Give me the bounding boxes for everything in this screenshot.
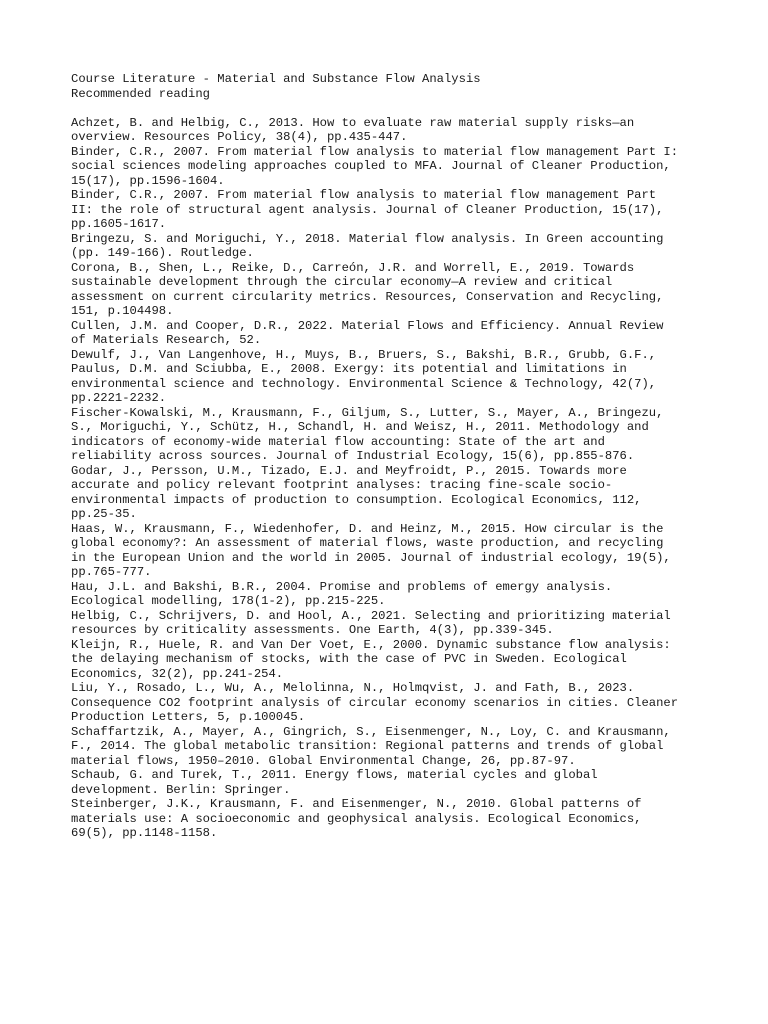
reference-item: Steinberger, J.K., Krausmann, F. and Eisenmenger, N., 2010. Global patterns of materials use: A socioeconomic and geophysical analysis. Ecological Economics, 69(5), pp.1148-1158. xyxy=(71,797,642,840)
document-title: Course Literature - Material and Substance Flow Analysis xyxy=(71,72,481,86)
reference-item: Bringezu, S. and Moriguchi, Y., 2018. Material flow analysis. In Green accounting (pp. 149-166). Routledge. xyxy=(71,231,664,260)
reference-item: Achzet, B. and Helbig, C., 2013. How to evaluate raw material supply risks—an overview. Resources Policy, 38(4), pp.435-447. xyxy=(71,115,635,144)
reference-item: Fischer-Kowalski, M., Krausmann, F., Giljum, S., Lutter, S., Mayer, A., Bringezu, S., Moriguchi, Y., Schütz, H., Schandl, H. and Weisz, H., 2011. Methodology and indicators of economy-wide material flow accounting: State of the art and reliability across sources. Journal of Industrial Ecology, 15(6), pp.855-876. xyxy=(71,405,664,463)
reference-item: Binder, C.R., 2007. From material flow analysis to material flow management Part I: social sciences modeling approaches coupled to MFA. Journal of Cleaner Production, 15(17), pp.1596-1604. xyxy=(71,144,679,188)
reference-item: Binder, C.R., 2007. From material flow analysis to material flow management Part II: the role of structural agent analysis. Journal of Cleaner Production, 15(17), pp.1605-1617. xyxy=(71,188,664,231)
reference-item: Cullen, J.M. and Cooper, D.R., 2022. Material Flows and Efficiency. Annual Review of Materials Research, 52. xyxy=(71,318,664,347)
document-content xyxy=(71,72,711,841)
document-subtitle: Recommended reading xyxy=(71,86,210,101)
heading-spacer xyxy=(71,101,711,116)
reference-item: Schaub, G. and Turek, T., 2011. Energy flows, material cycles and global development. Berlin: Springer. xyxy=(71,768,598,797)
reference-item: Helbig, C., Schrijvers, D. and Hool, A., 2021. Selecting and prioritizing material resources by criticality assessments. One Earth, 4(3), pp.339-345. xyxy=(71,608,671,637)
reference-item: Godar, J., Persson, U.M., Tizado, E.J. and Meyfroidt, P., 2015. Towards more accurate and policy relevant footprint analyses: tracing fine-scale socio- environmental impacts of production to consumption. Ecological Economics, 112, pp.25-35. xyxy=(71,463,642,521)
reference-item: Hau, J.L. and Bakshi, B.R., 2004. Promise and problems of emergy analysis. Ecological modelling, 178(1-2), pp.215-225. xyxy=(71,579,613,608)
reference-item: Liu, Y., Rosado, L., Wu, A., Melolinna, N., Holmqvist, J. and Fath, B., 2023. Consequence CO2 footprint analysis of circular economy scenarios in cities. Cleaner Production Letters, 5, p.100045. xyxy=(71,681,679,724)
reference-item: Corona, B., Shen, L., Reike, D., Carreón, J.R. and Worrell, E., 2019. Towards sustainable development through the circular economy—A review and critical assessment on current circularity metrics. Resources, Conservation and Recycling, 151, p.104498. xyxy=(71,260,664,318)
reference-list xyxy=(71,116,711,841)
reference-item: Kleijn, R., Huele, R. and Van Der Voet, E., 2000. Dynamic substance flow analysis: the delaying mechanism of stocks, with the case of PVC in Sweden. Ecological Economics, 32(2), pp.241-254. xyxy=(71,637,671,681)
reference-item: Haas, W., Krausmann, F., Wiedenhofer, D. and Heinz, M., 2015. How circular is the global economy?: An assessment of material flows, waste production, and recycling in the European Union and the world in 2005. Journal of industrial ecology, 19(5), pp.765-777. xyxy=(71,521,671,579)
reference-item: Schaffartzik, A., Mayer, A., Gingrich, S., Eisenmenger, N., Loy, C. and Krausmann, F., 2014. The global metabolic transition: Regional patterns and trends of global material flows, 1950–2010. Global Environmental Change, 26, pp.87-97. xyxy=(71,724,671,768)
reference-item: Dewulf, J., Van Langenhove, H., Muys, B., Bruers, S., Bakshi, B.R., Grubb, G.F., Paulus, D.M. and Sciubba, E., 2008. Exergy: its potential and limitations in environmental science and technology. Environmental Science & Technology, 42(7), pp.2221-2232. xyxy=(71,347,657,405)
